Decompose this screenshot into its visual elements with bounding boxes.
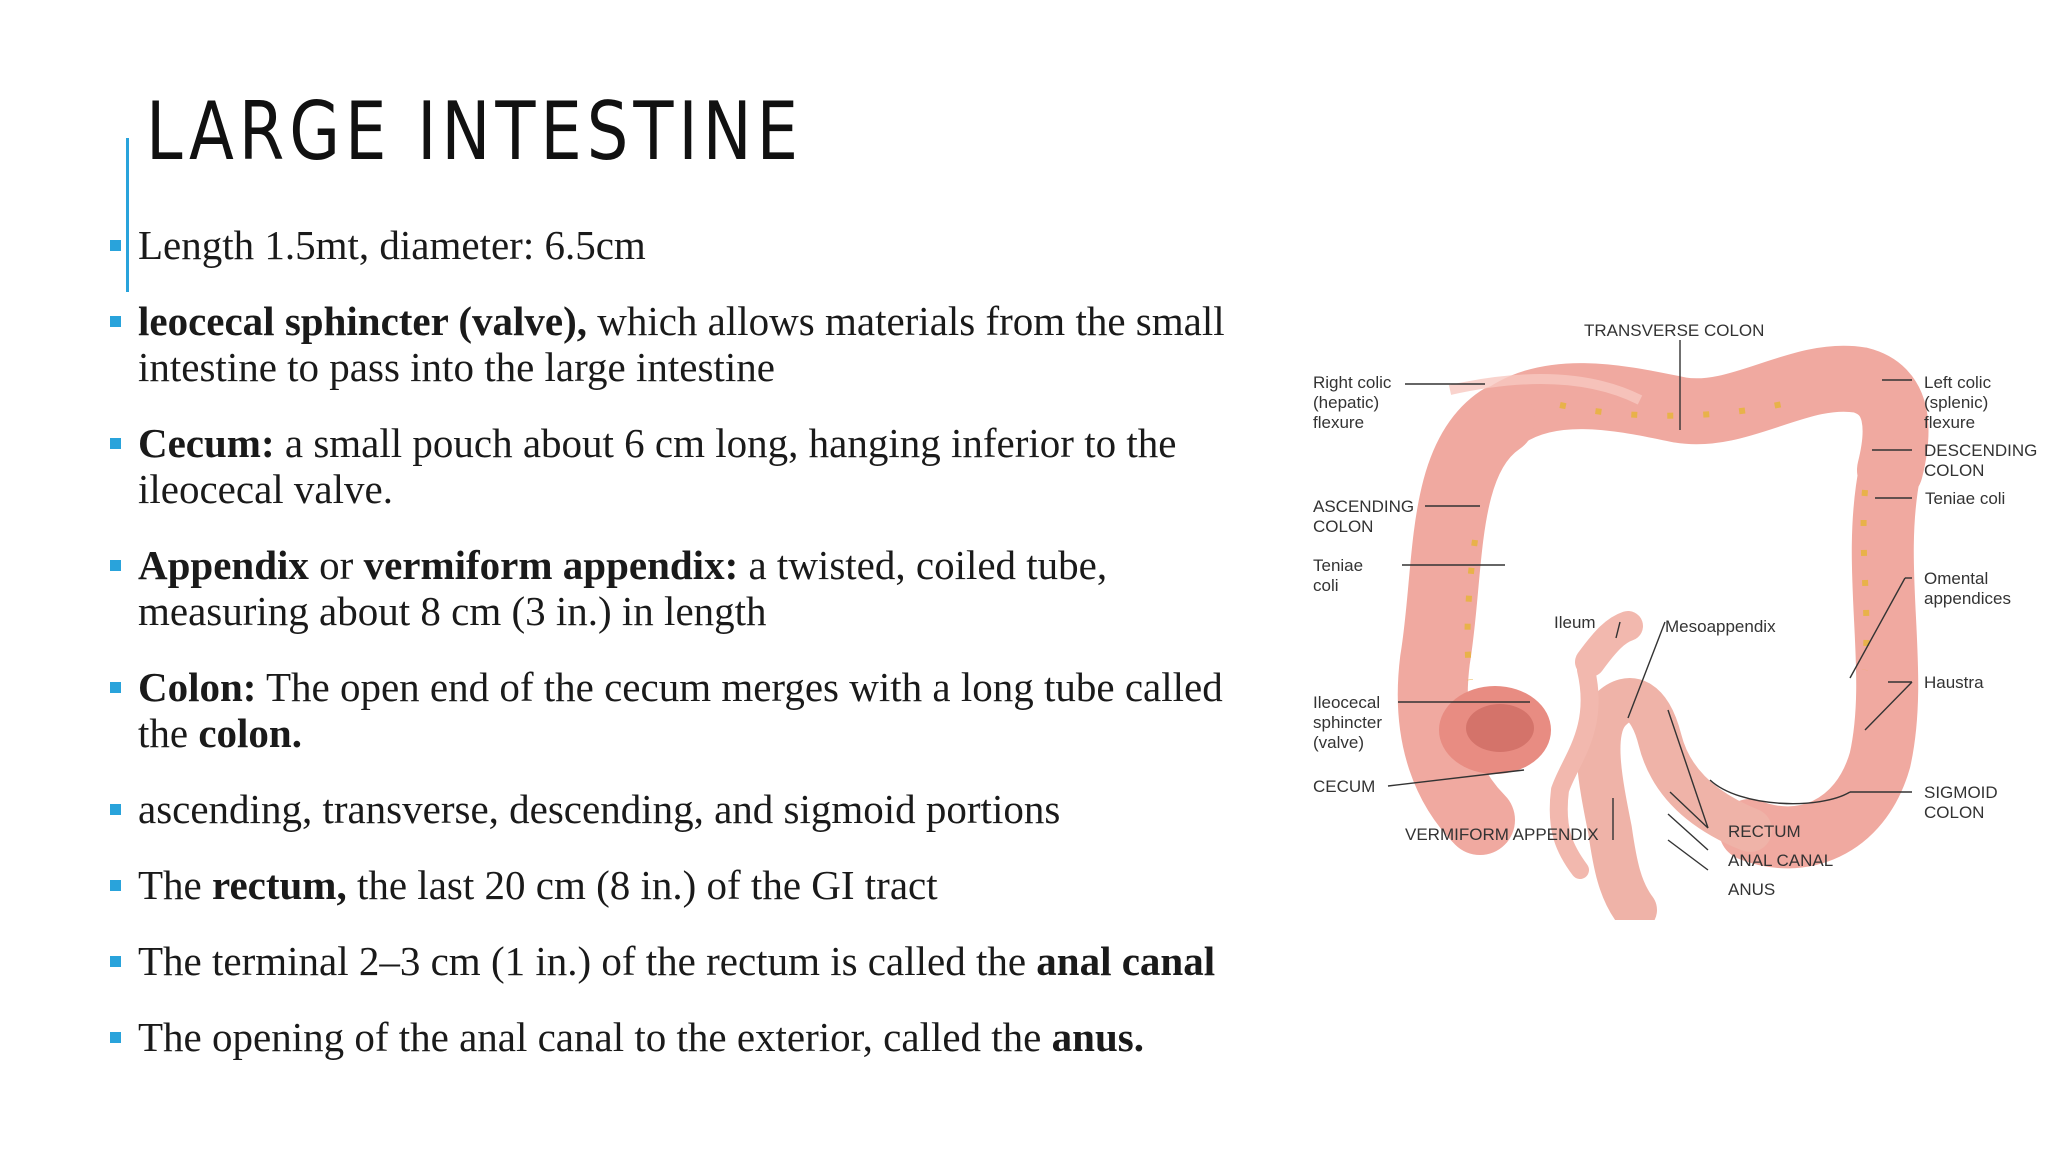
label-ileocecal-2: sphincter	[1313, 713, 1382, 732]
label-ascending-1: ASCENDING	[1313, 497, 1415, 516]
bullet-item	[110, 1014, 1280, 1060]
label-left-colic-1: Left colic	[1924, 373, 1992, 392]
bullet-text: or	[308, 542, 364, 588]
label-right-colic-1: Right colic	[1313, 373, 1392, 392]
label-ileum: Ileum	[1554, 613, 1596, 632]
bullet-item	[110, 786, 1280, 832]
bullet-item	[110, 542, 1280, 634]
label-teniae-coli-right: Teniae coli	[1925, 489, 2006, 508]
label-right-colic-3: flexure	[1313, 413, 1365, 432]
bullet-text: The open end of the cecum merges with a long tube called the	[138, 664, 1223, 756]
bullet-marker	[110, 956, 121, 967]
bullet-text: The terminal 2–3 cm (1 in.) of the rectum is called the	[138, 938, 1037, 984]
label-anus: ANUS	[1728, 880, 1776, 899]
bullet-item	[110, 298, 1280, 390]
label-ileocecal-1: Ileocecal	[1313, 693, 1381, 712]
label-left-colic-2: (splenic)	[1924, 393, 1989, 412]
bullet-item	[110, 938, 1280, 984]
bullet-text: which allows materials from the small intestine to pass into the large intestine	[138, 298, 1225, 390]
bullet-marker	[110, 1032, 121, 1043]
bullet-marker	[110, 804, 121, 815]
bullet-marker	[110, 240, 121, 251]
slide-title: LARGE INTESTINE	[146, 85, 803, 178]
bullet-marker	[110, 682, 121, 693]
bullet-item	[110, 222, 1280, 268]
label-left-colic-3: flexure	[1924, 413, 1976, 432]
bullet-text: Length 1.5mt, diameter: 6.5cm	[138, 222, 646, 268]
bold-term: anal canal	[1036, 938, 1216, 984]
label-teniae-left-2: coli	[1313, 576, 1339, 595]
bullet-item	[110, 420, 1280, 512]
label-haustra: Haustra	[1924, 673, 1984, 692]
bullet-item	[110, 862, 1280, 908]
label-descending-2: COLON	[1924, 461, 1985, 480]
bold-term: Colon:	[138, 664, 257, 710]
label-sigmoid-2: COLON	[1924, 803, 1985, 822]
label-anal-canal: ANAL CANAL	[1728, 851, 1834, 870]
bullet-text: The opening of the anal canal to the exterior, called the	[138, 1014, 1052, 1060]
bullet-marker	[110, 560, 121, 571]
bold-term: rectum,	[212, 862, 347, 908]
bullet-text: a small pouch about 6 cm long, hanging inferior to the ileocecal valve.	[138, 420, 1177, 512]
label-vermiform-appendix: VERMIFORM APPENDIX	[1405, 825, 1599, 844]
bullet-item	[110, 664, 1280, 756]
label-rectum: RECTUM	[1728, 822, 1801, 841]
label-sigmoid-1: SIGMOID	[1924, 783, 1998, 802]
label-ileocecal-3: (valve)	[1313, 733, 1365, 752]
bullet-list	[110, 222, 1280, 1060]
label-teniae-left-1: Teniae	[1313, 556, 1364, 575]
bold-term: vermiform appendix:	[363, 542, 739, 588]
label-transverse-colon: TRANSVERSE COLON	[1584, 321, 1765, 340]
bullet-text: the last 20 cm (8 in.) of the GI tract	[346, 862, 938, 908]
label-ascending-2: COLON	[1313, 517, 1374, 536]
label-omental-2: appendices	[1924, 589, 2011, 608]
bullet-text: ascending, transverse, descending, and sigmoid portions	[138, 786, 1061, 832]
bullet-marker	[110, 316, 121, 327]
label-right-colic-2: (hepatic)	[1313, 393, 1380, 412]
bold-term: Appendix	[138, 542, 309, 588]
label-omental-1: Omental	[1924, 569, 1989, 588]
label-descending-1: DESCENDING	[1924, 441, 2038, 460]
label-mesoappendix: Mesoappendix	[1665, 617, 1776, 636]
label-cecum: CECUM	[1313, 777, 1376, 796]
bold-term: leocecal sphincter (valve),	[138, 298, 587, 344]
bullet-text: The	[138, 862, 212, 908]
bold-term: colon.	[198, 710, 302, 756]
bullet-marker	[110, 880, 121, 891]
bullet-text: a twisted, coiled tube, measuring about 8 cm (3 in.) in length	[138, 542, 1108, 634]
bold-term: Cecum:	[138, 420, 275, 466]
bullet-marker	[110, 438, 121, 449]
bold-term: anus.	[1051, 1014, 1144, 1060]
large-intestine-diagram	[1300, 310, 2048, 920]
